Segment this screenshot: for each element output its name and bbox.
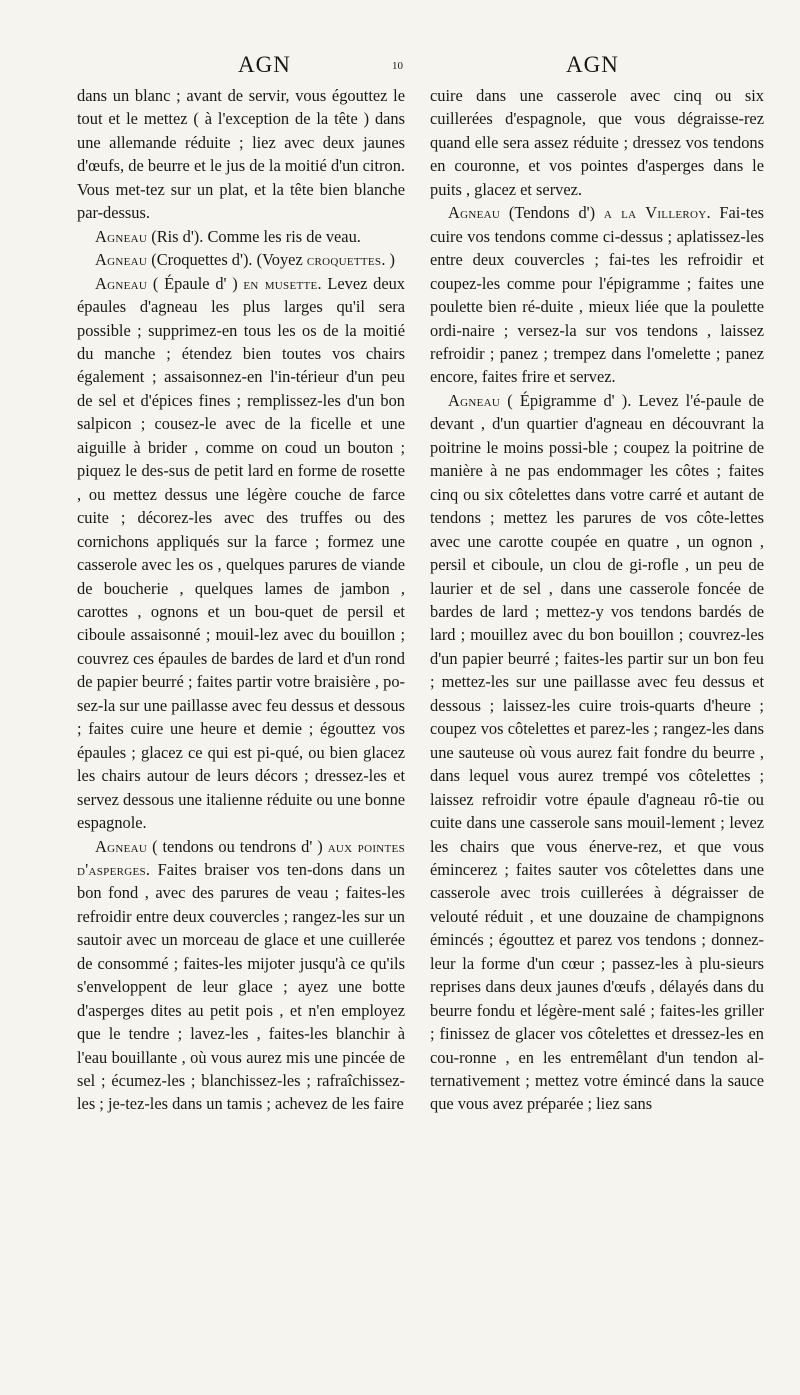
- entry-title: (Ris d').: [147, 226, 204, 246]
- entry-title: (Croquettes d').: [147, 250, 253, 270]
- right-column: [430, 84, 764, 1116]
- entry-text: (Voyez: [252, 250, 307, 270]
- entry-subtitle: aux pointes d'asperges: [77, 836, 405, 879]
- dictionary-entry: [77, 225, 405, 248]
- entry-headword: Agneau: [95, 250, 148, 270]
- entry-title: (Tendons d'): [500, 203, 604, 223]
- entry-text: . Fai-tes cuire vos tendons comme ci-dessus ; aplatissez-les entre deux couvercles ; fai-tes les refroidir et coupez-les comme pour l'épigramme ; faites une poulette bien ré-duite , mieux liée que la poulette ordi-naire ; versez-la sur vos tendons , laissez refroidir ; panez ; trempez dans l'omelette ; panez encore, faites frire et servez.: [430, 203, 764, 387]
- entry-title: ( Épaule d' ): [147, 273, 244, 293]
- entry-text: dans un blanc ; avant de servir, vous égouttez le tout et le mettez ( à l'exception de la tête ) dans une allemande réduite ; liez avec deux jaunes d'œufs, de beurre et le jus de la moitié d'un citron. Vous met-tez sur un plat, et la tête bien blanche par-dessus.: [77, 86, 405, 223]
- dictionary-entry: [430, 389, 764, 1116]
- entry-subtitle: a la Villeroy: [603, 203, 707, 223]
- page-number: 10: [392, 60, 403, 72]
- entry-title: ( Épigramme d' ).: [500, 390, 632, 410]
- entry-headword: Agneau: [448, 203, 501, 223]
- header-right-title: AGN: [566, 52, 619, 77]
- entry-text: . Levez deux épaules d'agneau les plus larges qu'il sera possible ; supprimez-en tous les os de la moitié du manche ; étendez bien toutes vos chairs également ; assaisonnez-en l'in-térieur d'un peu de sel et d'épices fines ; remplissez-les d'un bon salpicon ; cousez-le avec de la ficelle et une aiguille à brider , comme on coud un bouton ; piquez le des-sus de petit lard en forme de rosette , ou mettez dessus une légère couche de farce cuite ; décorez-les avec des truffes ou des cornichons appliqués sur la farce ; formez une casserole avec les os , quelques parures de viande de boucherie , quelques lames de jambon , carottes , ognons et un bou-quet de persil et ciboule assaisonné ; mouil-lez avec du bouillon ; couvrez ces épaules de bardes de lard et d'un rond de papier beurré ; faites partir votre braisière , po-sez-la sur une paillasse avec feu dessus et dessous ; faites cuire une heure et demie ; égouttez vos épaules ; glacez ce qui est pi-qué, ou bien glacez les chairs autour de leurs décors ; dressez-les et servez dessous une italienne réduite ou une bonne espagnole.: [77, 273, 405, 833]
- entry-headword: Agneau: [95, 273, 148, 293]
- entry-title: ( tendons ou tendrons d' ): [147, 836, 328, 856]
- header-left-title: AGN: [238, 52, 291, 77]
- running-header: [0, 52, 800, 88]
- entry-headword: Agneau: [448, 390, 501, 410]
- continued-text: [430, 84, 764, 201]
- entry-text: Comme les ris de veau.: [203, 226, 361, 246]
- continued-text: [77, 84, 405, 225]
- cross-reference: croquettes: [306, 250, 382, 270]
- entry-text: cuire dans une casserole avec cinq ou six cuillerées d'espagnole, que vous dégraisse-rez quand elle sera assez réduite ; dressez vos tendons en couronne, et vos pointes d'asperges dans le puits , glacez et servez.: [430, 86, 764, 199]
- entry-headword: Agneau: [95, 836, 148, 856]
- entry-text: . Faites braiser vos ten-dons dans un bon fond , avec des parures de veau ; faites-les refroidir entre deux couvercles ; rangez-les sur un sautoir avec un morceau de glace et une cuillerée de consommé ; faites-les mijoter jusqu'à ce qu'ils s'enveloppent de leur glace ; ayez une botte d'asperges dites au petit pois , et n'en employez que le tendre ; lavez-les , faites-les blanchir à l'eau bouillante , où vous aurez mis une pincée de sel ; écumez-les ; blanchissez-les ; rafraîchissez-les ; je-tez-les dans un tamis ; achevez de les faire: [77, 859, 405, 1114]
- entry-headword: Agneau: [95, 226, 148, 246]
- dictionary-entry: [77, 248, 405, 271]
- dictionary-entry: [77, 835, 405, 1116]
- entry-subtitle: en musette: [243, 273, 318, 293]
- dictionary-entry: [430, 201, 764, 389]
- dictionary-entry: [77, 272, 405, 835]
- left-column: [77, 84, 405, 1116]
- entry-text: Levez l'é-paule de devant , d'un quartier d'agneau en découvrant la poitrine le moins possi-ble ; coupez la poitrine de manière à ne pas endommager les côtes ; faites cinq ou six côtelettes dans votre carré et autant de tendons ; mettez les parures de vos côte-lettes avec une carotte coupée en quatre , un ognon , persil et ciboule, un clou de gi-rofle , un peu de laurier et de sel , dans une casserole foncée de bardes de lard ; mettez-y vos tendons bardés de lard ; mouillez avec du bon bouillon ; couvrez-les d'un papier beurré ; faites-les partir sur un bon feu ; mettez-les sur une paillasse avec feu dessus et dessous ; laissez-les cuire trois-quarts d'heure ; coupez vos côtelettes et parez-les ; rangez-les dans une sauteuse où vous aurez fait fondre du beurre , dans lequel vous aurez trempé vos côtelettes ; laissez refroidir votre épaule d'agneau rô-tie ou cuite dans une casserole sans mouil-lement ; levez les chairs que vous énerve-rez, et que vous émincerez ; faites sauter vos côtelettes dans une casserole avec trois cuillerées à dégraisser de velouté réduit , et une douzaine de champignons émincés ; égouttez et parez vos tendons ; donnez-leur la forme d'un cœur ; passez-les à plu-sieurs reprises dans deux jaunes d'œufs , délayés dans du beurre fondu et légère-ment salé ; faites-les griller ; finissez de glacer vos côtelettes et dressez-les en cou-ronne , en les entremêlant d'un tendon al-ternativement ; mettez votre émincé dans la sauce que vous avez préparée ; liez sans: [430, 390, 764, 1114]
- entry-tail: . ): [381, 250, 395, 270]
